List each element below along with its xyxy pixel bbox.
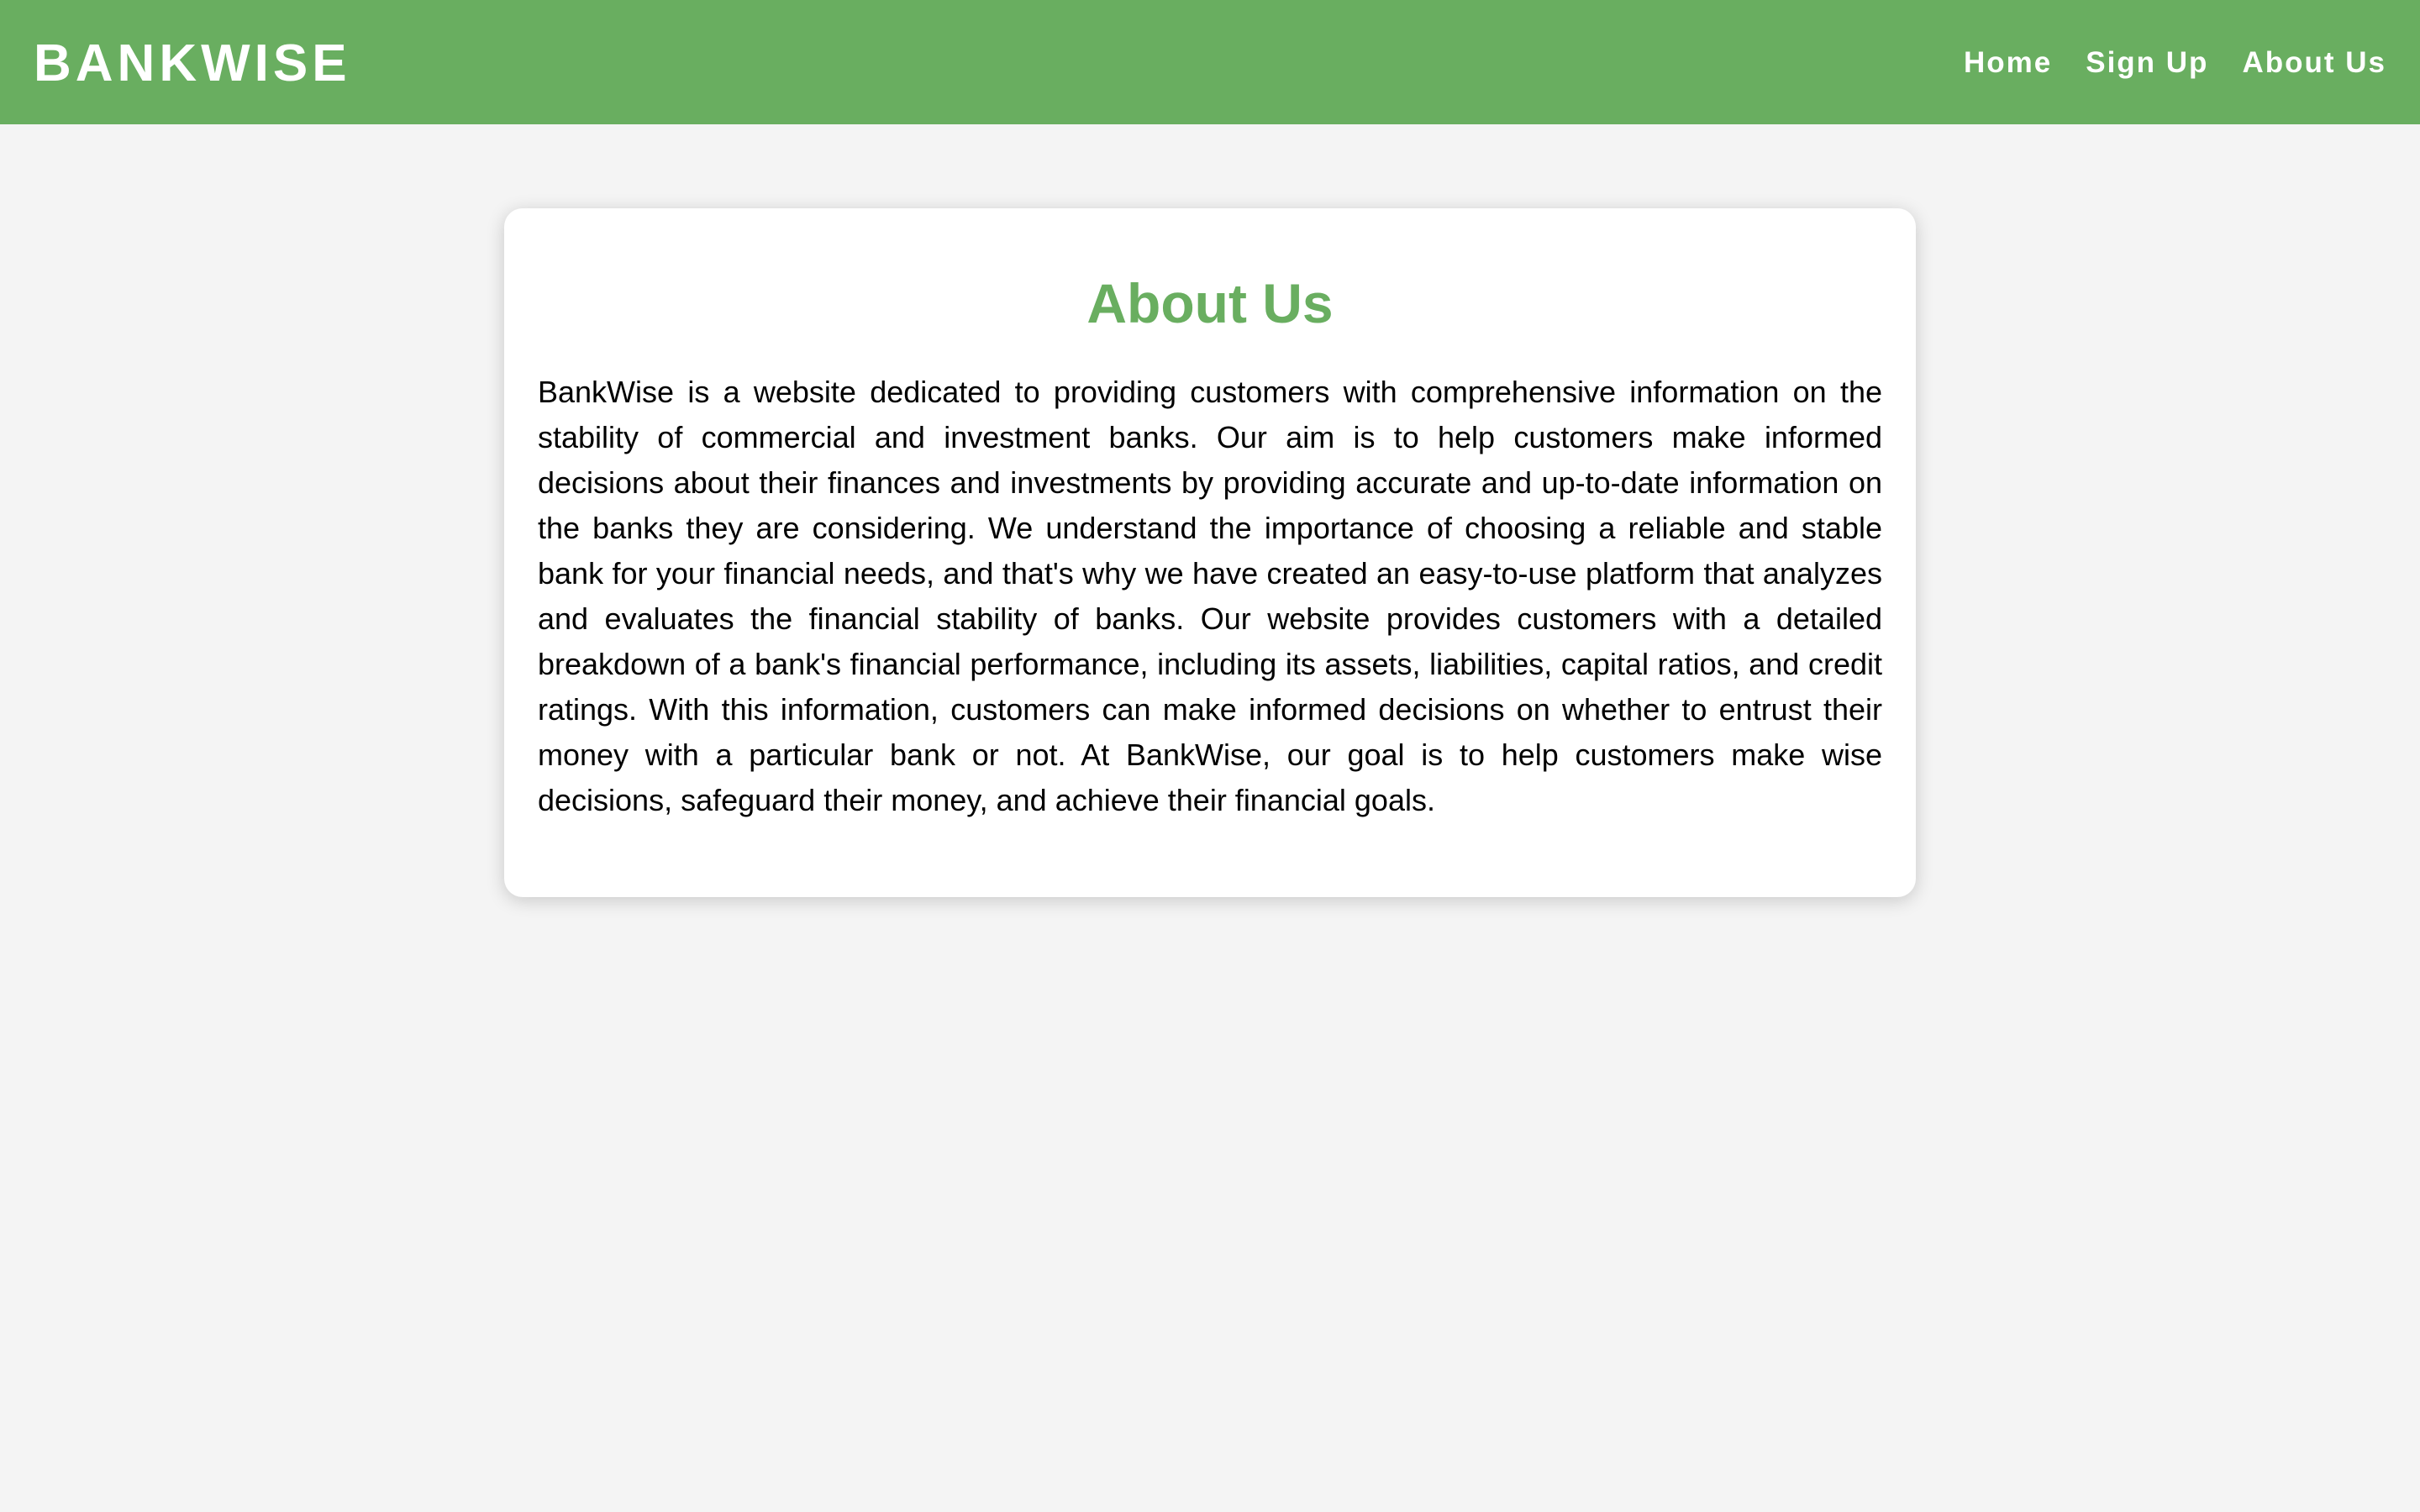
- about-card: [504, 208, 1916, 897]
- nav-link-home[interactable]: Home: [1963, 46, 2053, 79]
- top-navbar: [0, 0, 2420, 124]
- brand-logo[interactable]: BANKWISE: [34, 34, 351, 92]
- page-title: About Us: [1086, 272, 1334, 334]
- main-nav: [1964, 46, 2386, 80]
- nav-link-sign-up[interactable]: Sign Up: [2086, 46, 2209, 79]
- nav-link-about-us[interactable]: About Us: [2242, 46, 2386, 79]
- about-description: BankWise is a website dedicated to providing customers with comprehensive information on the stability of commercial and investment banks. Our aim is to help customers make informed decisions about their finances and investments by providing accurate and up-to-date information on the banks they are considering. We understand the importance of choosing a reliable and stable bank for your financial needs, and that's why we have created an easy-to-use platform that analyzes and evaluates the financial stability of banks. Our website provides customers with a detailed breakdown of a bank's financial performance, including its assets, liabilities, capital ratios, and credit ratings. With this information, customers can make informed decisions on whether to entrust their money with a particular bank or not. At BankWise, our goal is to help customers make wise decisions, safeguard their money, and achieve their financial goals.: [538, 375, 1882, 817]
